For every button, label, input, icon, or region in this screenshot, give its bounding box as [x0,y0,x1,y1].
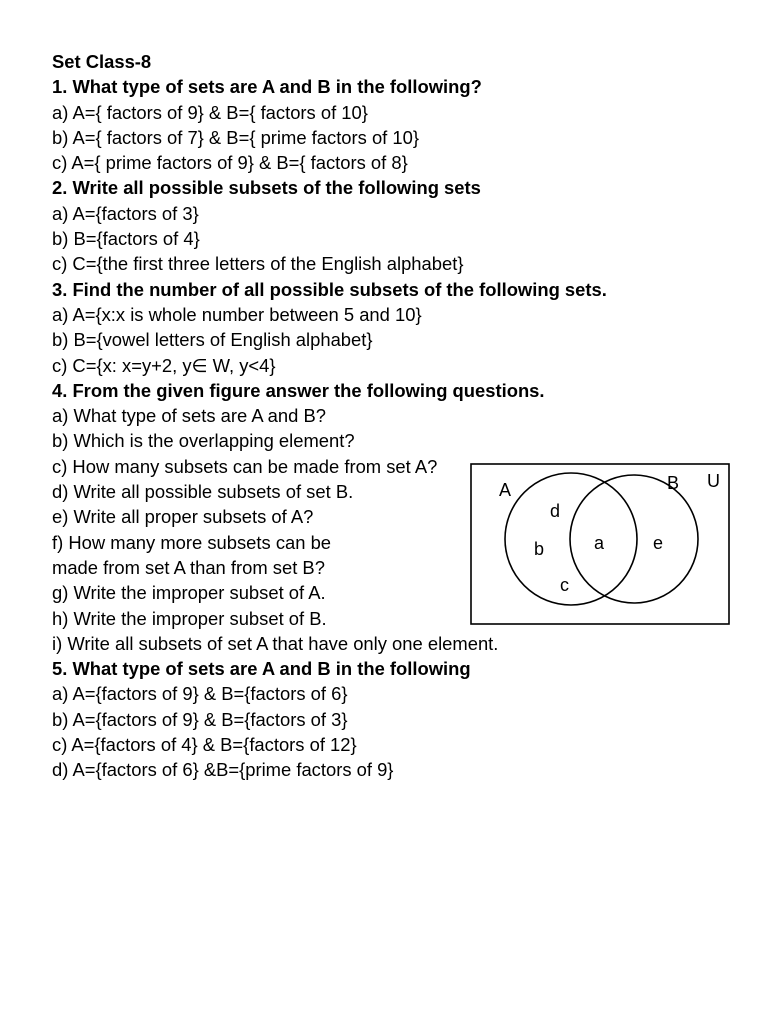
question-item: made from set A than from set B? [52,556,325,578]
set-a-label: A [499,480,512,500]
question-item: g) Write the improper subset of A. [52,582,326,604]
question-item: c) How many subsets can be made from set A? [52,455,438,477]
question-item: a) A={factors of 3} [52,202,199,224]
set-a-circle [505,473,637,605]
element-a: a [594,533,605,553]
element-c: c [560,575,569,595]
question-item: c) C={x: x=y+2, y∈ W, y<4} [52,354,276,376]
question-item: d) A={factors of 6} &B={prime factors of 9} [52,759,394,781]
question-item: a) What type of sets are A and B? [52,405,326,427]
worksheet-title: Set Class-8 [52,51,152,72]
question-item: d) Write all possible subsets of set B. [52,481,354,503]
universal-set-label: U [707,471,720,491]
venn-svg [470,463,730,625]
question-heading: 4. From the given figure answer the following questions. [52,379,545,401]
set-b-circle [570,475,698,603]
element-e: e [653,533,664,553]
question-item: b) Which is the overlapping element? [52,430,355,452]
set-b-label: B [667,473,680,493]
question-item: f) How many more subsets can be [52,531,332,553]
question-item: a) A={x:x is whole number between 5 and 10} [52,303,422,325]
question-item: a) A={ factors of 9} & B={ factors of 10} [52,101,368,123]
question-item: a) A={factors of 9} & B={factors of 6} [52,683,348,705]
question-item: i) Write all subsets of set A that have only one element. [52,632,499,654]
question-item: h) Write the improper subset of B. [52,607,327,629]
question-heading: 5. What type of sets are A and B in the following [52,658,471,680]
question-heading: 3. Find the number of all possible subsets of the following sets. [52,278,607,300]
question-list [52,74,752,782]
question-item: c) A={ prime factors of 9} & B={ factors of 8} [52,152,408,174]
question-item: b) B={vowel letters of English alphabet} [52,329,373,351]
question-heading: 2. Write all possible subsets of the following sets [52,177,481,199]
venn-diagram [470,463,730,625]
question-item: b) A={ factors of 7} & B={ prime factors of 10} [52,126,420,148]
question-item: c) A={factors of 4} & B={factors of 12} [52,734,357,756]
question-item: e) Write all proper subsets of A? [52,506,314,528]
question-heading: 1. What type of sets are A and B in the following? [52,76,482,98]
question-item: b) A={factors of 9} & B={factors of 3} [52,708,348,730]
worksheet [52,49,752,783]
element-b: b [534,539,545,559]
question-item: b) B={factors of 4} [52,228,200,250]
element-d: d [550,501,561,521]
question-item: c) C={the first three letters of the English alphabet} [52,253,464,275]
